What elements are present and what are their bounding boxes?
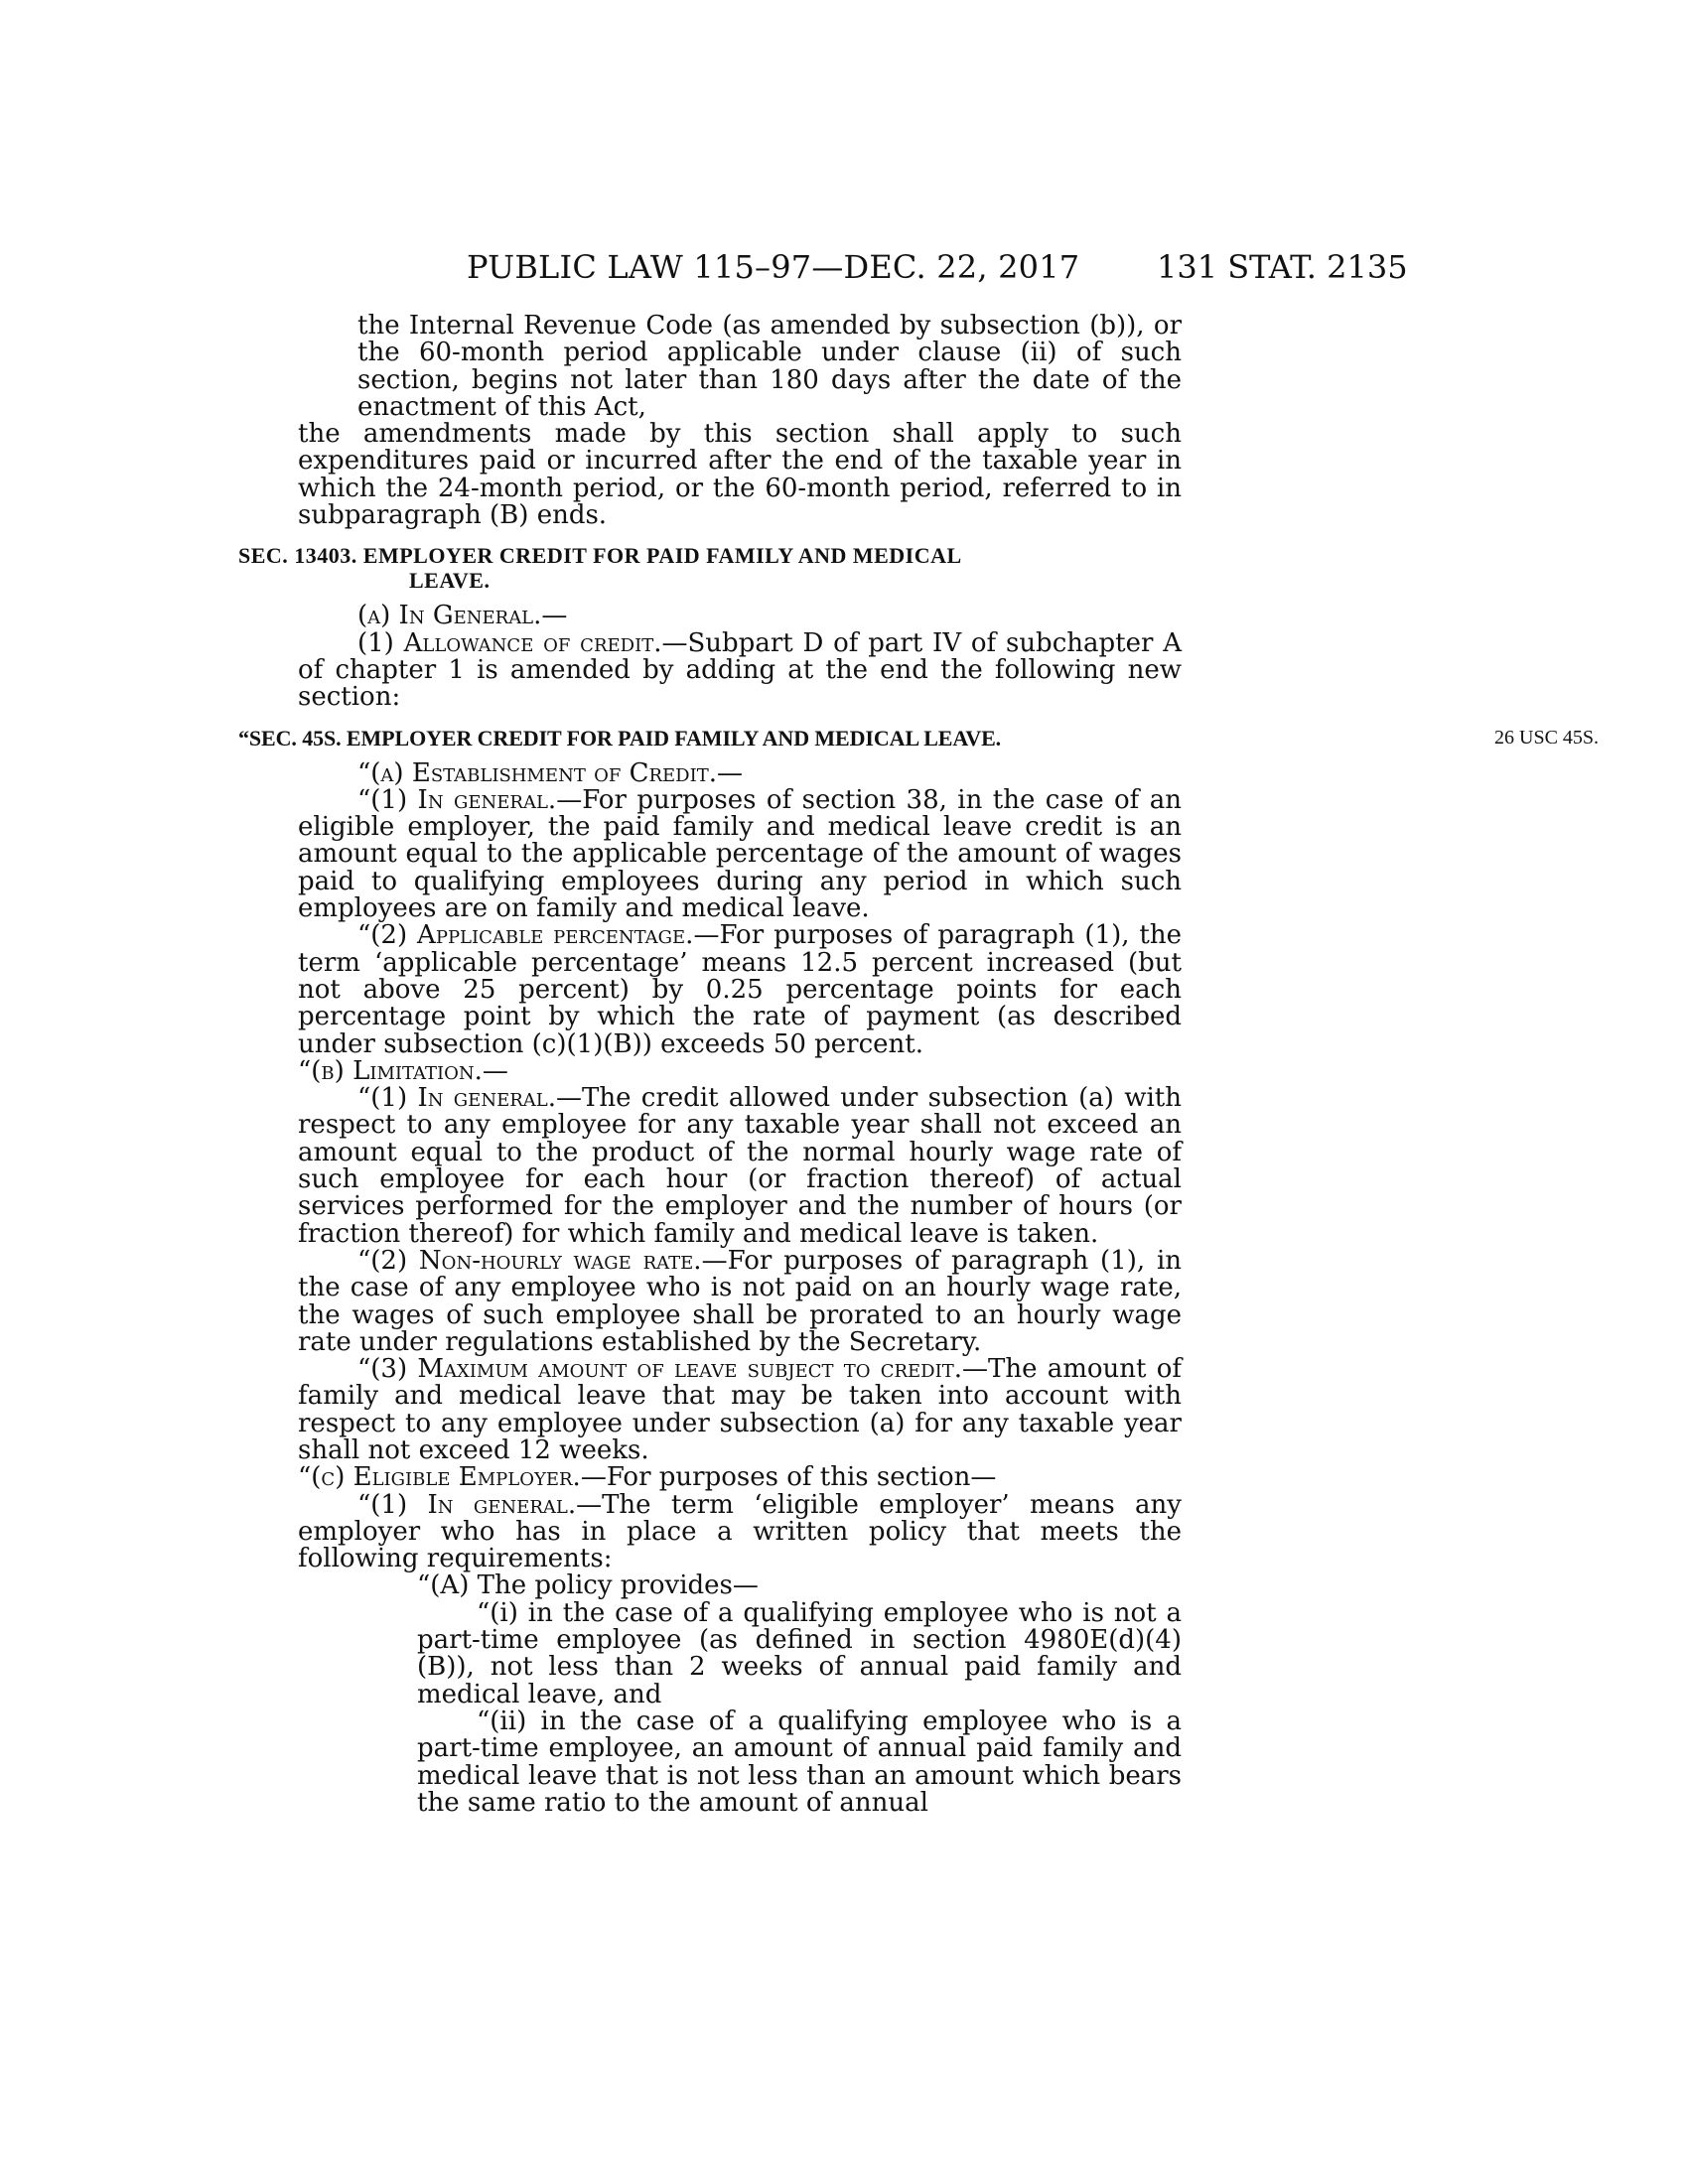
paragraph-a-1-label: “(1) In general.	[357, 784, 557, 815]
section-13403-heading	[238, 543, 1182, 593]
paragraph-a-1	[298, 784, 1182, 924]
section-45s-title: “SEC. 45S. EMPLOYER CREDIT FOR PAID FAMILY AND MEDICAL LEAVE.	[238, 725, 1002, 751]
paragraph-a-1-text: —For purposes of section 38, in the case of an eligible employer, the paid family and medical leave credit is an amount equal to the applicable percentage of the amount of wages paid to qualifying employees during any period in which such employees are on family and medical leave.	[298, 784, 1182, 924]
clause-c-1-A-ii: “(ii) in the case of a qualifying employee who is a part-time employee, an amount of annual paid family and medical leave that is not less than an amount which bears the same ratio to the amount of annual	[417, 1706, 1182, 1818]
paragraph-a1-text: —Subpart D of part IV of subchapter A of chapter 1 is amended by adding at the end the following new section:	[298, 627, 1182, 713]
paragraph-continued: the Internal Revenue Code (as amended by subsection (b)), or the 60-month period applicable under clause (ii) of such section, begins not later than 180 days after the date of the enactment of this Act,	[357, 311, 1182, 422]
paragraph-b-3-label: “(3) Maximum amount of leave subject to credit.	[357, 1354, 962, 1385]
paragraph-a1	[298, 627, 1182, 713]
section-45s-heading	[238, 725, 1600, 751]
paragraph-c-1	[298, 1489, 1182, 1574]
subparagraph-c-1-A: “(A) The policy provides—	[417, 1570, 759, 1601]
subsection-est-credit-heading: “(a) Establishment of Credit.—	[357, 757, 743, 788]
subsection-limitation-heading: “(b) Limitation.—	[298, 1055, 508, 1086]
paragraph-effective-date: the amendments made by this section shall apply to such expenditures paid or incurred after the end of the taxable year in which the 24-month period, or the 60-month period, referred to in subparagraph (B) ends.	[298, 419, 1182, 531]
paragraph-b-3	[298, 1356, 1182, 1464]
paragraph-c-1-label: “(1) In general.	[357, 1489, 577, 1520]
subsection-a-heading: (a) In General.—	[357, 601, 568, 631]
statute-body	[238, 311, 1600, 1818]
paragraph-b-1	[298, 1085, 1182, 1248]
running-header-page: 131 STAT. 2135	[1157, 248, 1408, 286]
subsection-c-text: —For purposes of this section—	[580, 1462, 997, 1493]
running-header-title: PUBLIC LAW 115–97—DEC. 22, 2017	[467, 248, 1080, 286]
paragraph-a1-label: (1) Allowance of credit.	[357, 627, 662, 658]
section-13403-heading-line1: SEC. 13403. EMPLOYER CREDIT FOR PAID FAMILY AND MEDICAL	[238, 543, 962, 569]
section-13403-heading-line2: LEAVE.	[409, 568, 491, 594]
clause-c-1-A-i: “(i) in the case of a qualifying employee who is not a part-time employee (as defined in section 4980E(d)(4)(B)), not less than 2 weeks of annual paid family and medical leave, and	[417, 1597, 1182, 1709]
subsection-c	[298, 1464, 1182, 1491]
paragraph-b-1-label: “(1) In general.	[357, 1083, 556, 1114]
margin-citation-note: 26 USC 45S.	[1494, 726, 1600, 749]
paragraph-b-2	[298, 1245, 1182, 1357]
paragraph-c-1-text: —The term ‘eligible employer’ means any employer who has in place a written policy that meets the following requirements:	[298, 1489, 1182, 1574]
paragraph-a-2-label: “(2) Applicable percentage.	[357, 920, 694, 951]
paragraph-b-2-text: —For purposes of paragraph (1), in the case of any employee who is not paid on an hourly wage rate, the wages of such employee shall be prorated to an hourly wage rate under regulations established by the Secretary.	[298, 1245, 1182, 1357]
paragraph-b-3-text: —The amount of family and medical leave that may be taken into account with respect to any employee under subsection (a) for any taxable year shall not exceed 12 weeks.	[298, 1354, 1182, 1465]
paragraph-b-2-label: “(2) Non-hourly wage rate.	[357, 1245, 702, 1276]
paragraph-b-1-text: —The credit allowed under subsection (a) with respect to any employee for any taxable year shall not exceed an amount equal to the product of the normal hourly wage rate of such employee for each hour (or fraction thereof) of actual services performed for the employer and the number of hours (or fraction thereof) for which family and medical leave is taken.	[298, 1083, 1182, 1249]
subsection-c-label: “(c) Eligible Employer.	[298, 1462, 581, 1493]
paragraph-a-2	[298, 922, 1182, 1057]
paragraph-a-2-text: —For purposes of paragraph (1), the term ‘applicable percentage’ means 12.5 percent increased (but not above 25 percent) by 0.25 percentage points for each percentage point by which the rate of payment (as described under subsection (c)(1)(B)) exceeds 50 percent.	[298, 920, 1183, 1059]
